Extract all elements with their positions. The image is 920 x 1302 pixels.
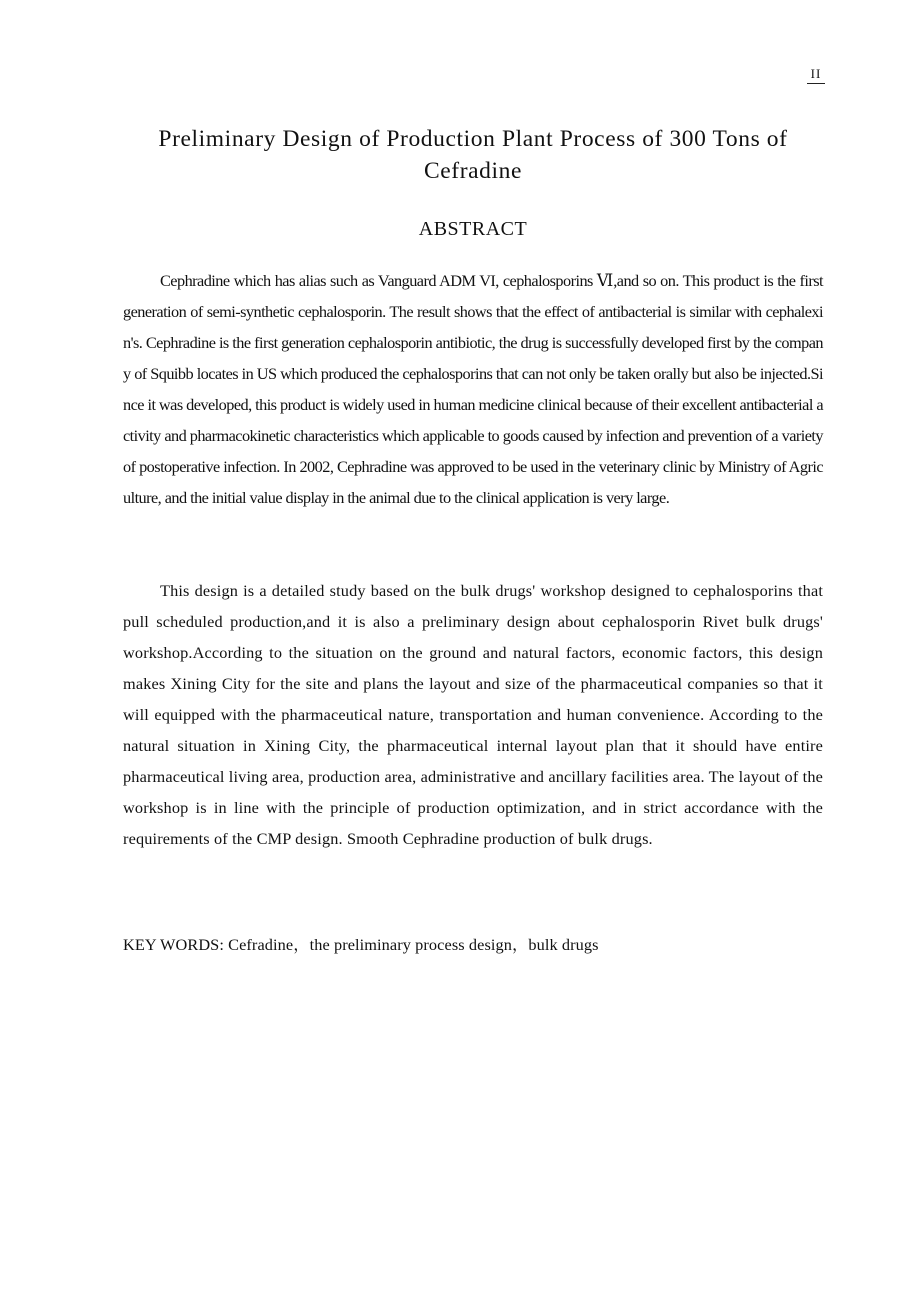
page-number: II bbox=[807, 66, 825, 84]
document-title: Preliminary Design of Production Plant Process of 300 Tons of Cefradine bbox=[158, 126, 788, 184]
abstract-paragraph-2: This design is a detailed study based on the bulk drugs' workshop designed to cephalosporins that pull scheduled production,and it is also a preliminary design about cephalosporin Rivet bulk drugs' workshop.According to the situation on the ground and natural factors, economic factors, this design makes Xining City for the site and plans the layout and size of the pharmaceutical companies so that it will equipped with the pharmaceutical nature, transportation and human convenience. According to the natural situation in Xining City, the pharmaceutical internal layout plan that it should have entire pharmaceutical living area, production area, administrative and ancillary facilities area. The layout of the workshop is in line with the principle of production optimization, and in strict accordance with the requirements of the CMP design. Smooth Cephradine production of bulk drugs. bbox=[123, 581, 823, 848]
abstract-heading: ABSTRACT bbox=[418, 218, 528, 240]
abstract-paragraph-1: Cephradine which has alias such as Vanguard ADM VI, cephalosporins Ⅵ,and so on. This product is the first generation of semi-synthetic cephalosporin. The result shows that the effect of antibacterial is similar with cephalexin's. Cephradine is the first generation cephalosporin antibiotic, the drug is successfully developed first by the company of Squibb locates in US which produced the cephalosporins that can not only be taken orally but also be injected.Since it was developed, this product is widely used in human medicine clinical because of their excellent antibacterial activity and pharmacokinetic characteristics which applicable to goods caused by infection and prevention of a variety of postoperative infection. In 2002, Cephradine was approved to be used in the veterinary clinic by Ministry of Agriculture, and the initial value display in the animal due to the clinical application is very large. bbox=[123, 271, 823, 507]
keywords-line: KEY WORDS: Cefradine，the preliminary process design，bulk drugs bbox=[123, 935, 599, 954]
